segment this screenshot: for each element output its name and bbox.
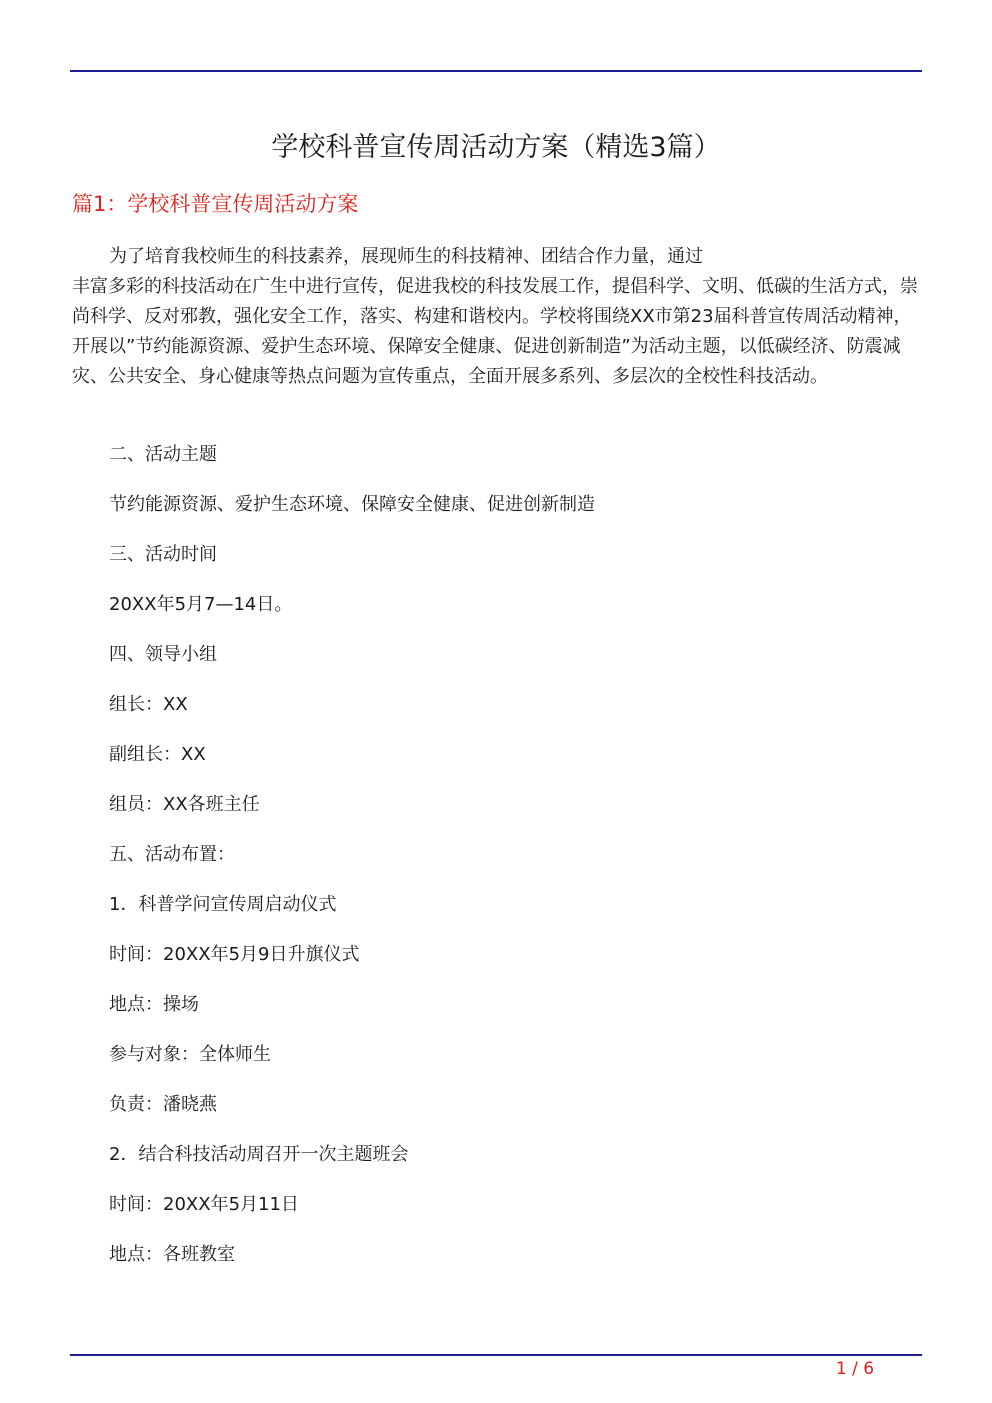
document-title: 学校科普宣传周活动方案（精选3篇） (271, 132, 721, 163)
list-item: 2．结合科技活动周召开一次主题班会 (109, 1144, 409, 1165)
list-item: 四、领导小组 (109, 644, 217, 665)
section-heading: 篇1：学校科普宣传周活动方案 (72, 192, 359, 216)
header-rule (70, 70, 922, 72)
list-item: 时间：20XX年5月11日 (109, 1194, 299, 1215)
list-item: 二、活动主题 (109, 444, 217, 465)
list-item: 三、活动时间 (109, 544, 217, 565)
intro-first-line: 为了培育我校师生的科技素养，展现师生的科技精神、团结合作力量，通过 (109, 246, 703, 267)
list-item: 地点：各班教室 (109, 1244, 235, 1265)
intro-body: 丰富多彩的科技活动在广生中进行宣传，促进我校的科技发展工作，提倡科学、文明、低碳的生活方式，崇尚科学、反对邪教，强化安全工作，落实、构建和谐校内。学校将围绕XX市第23届科普宣传周活动精神，开展以”节约能源资源、爱护生态环境、保障安全健康、促进创新制造”为活动主题，以低碳经济、防震减灾、公共安全、身心健康等热点问题为宣传重点，全面开展多系列、多层次的全校性科技活动。 (72, 276, 918, 387)
intro-paragraph (72, 242, 922, 392)
footer-rule (70, 1354, 922, 1356)
list-item: 副组长：XX (109, 744, 206, 765)
list-item: 参与对象：全体师生 (109, 1044, 271, 1065)
list-item: 时间：20XX年5月9日升旗仪式 (109, 944, 360, 965)
list-item: 负责：潘晓燕 (109, 1094, 217, 1115)
list-item: 1．科普学问宣传周启动仪式 (109, 894, 337, 915)
list-item: 组长：XX (109, 694, 188, 715)
list-item: 组员：XX各班主任 (109, 794, 260, 815)
list-item: 节约能源资源、爱护生态环境、保障安全健康、促进创新制造 (109, 494, 595, 515)
list-item: 地点：操场 (109, 994, 199, 1015)
page-number: 1 / 6 (835, 1359, 875, 1379)
content-list (109, 440, 922, 1290)
list-item: 20XX年5月7—14日。 (109, 594, 293, 615)
list-item: 五、活动布置： (109, 844, 235, 865)
